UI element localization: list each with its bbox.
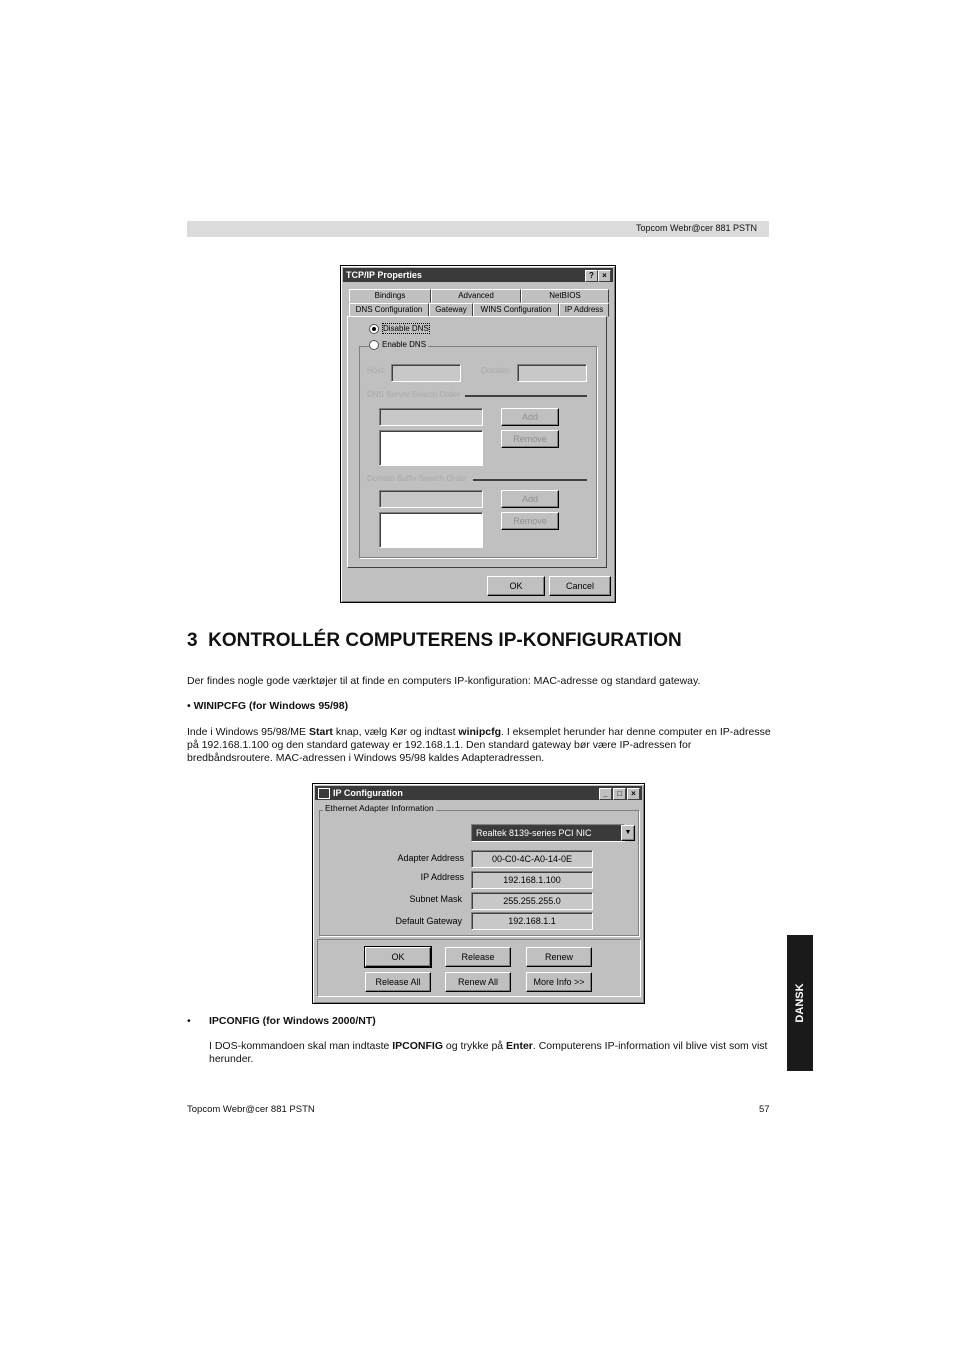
section-number: 3 (187, 630, 198, 651)
subnet-mask-value: 255.255.255.0 (471, 892, 593, 910)
dns-server-ip-field[interactable] (379, 408, 483, 426)
tcpip-properties-dialog (340, 265, 616, 603)
disable-dns-label: Disable DNS (383, 324, 429, 334)
domain-label: Domain: (481, 366, 511, 375)
cancel-button[interactable]: Cancel (549, 576, 611, 596)
tab-netbios[interactable]: NetBIOS (521, 289, 609, 303)
tab-gateway[interactable]: Gateway (429, 303, 473, 317)
bullet-marker: • (187, 1015, 191, 1027)
footer-page-number: 57 (759, 1104, 770, 1115)
ok-button[interactable]: OK (365, 947, 431, 967)
separator-line (473, 479, 587, 481)
disable-dns-radio[interactable] (369, 324, 430, 334)
adapter-info-label: Ethernet Adapter Information (325, 803, 434, 813)
section-title: KONTROLLÉR COMPUTERENS IP-KONFIGURATION (208, 630, 682, 651)
domain-suffix-label: Domain Suffix Search Order (367, 474, 467, 483)
ok-button[interactable]: OK (487, 576, 545, 596)
language-side-tab (787, 935, 813, 1071)
intro-paragraph: Der findes nogle gode værktøjer til at finde en computers IP-konfiguration: MAC-adresse og standard gateway. (187, 675, 701, 687)
default-gateway-label: Default Gateway (395, 916, 462, 926)
ip-configuration-dialog (312, 783, 645, 1004)
tab-advanced[interactable]: Advanced (431, 289, 521, 303)
help-button[interactable]: ? (585, 270, 598, 282)
dns-add-button[interactable]: Add (501, 408, 559, 426)
tab-dns-configuration[interactable]: DNS Configuration (349, 303, 429, 316)
tcpip-title: TCP/IP Properties (346, 270, 422, 280)
dropdown-arrow-icon[interactable]: ▼ (621, 825, 635, 841)
winipcfg-bullet: • WINIPCFG (for Windows 95/98) (187, 700, 349, 712)
radio-empty-icon (369, 340, 379, 350)
separator-line (465, 395, 587, 397)
renew-button[interactable]: Renew (526, 947, 592, 967)
tab-wins-configuration[interactable]: WINS Configuration (473, 303, 559, 317)
dns-server-list[interactable] (379, 430, 483, 466)
ip-address-label: IP Address (420, 872, 464, 882)
enable-dns-label: Enable DNS (382, 340, 427, 350)
header-bar (187, 221, 769, 237)
ipconfig-paragraph: I DOS-kommandoen skal man indtaste IPCONFIG og trykke på Enter. Computerens IP-information vil blive vist som vist herunder. (209, 1040, 768, 1065)
suffix-list[interactable] (379, 512, 483, 548)
release-button[interactable]: Release (445, 947, 511, 967)
header-product: Topcom Webr@cer 881 PSTN (635, 223, 757, 233)
winipcfg-paragraph: Inde i Windows 95/98/ME Start knap, vælg Kør og indtast winipcfg. I eksemplet herunder har denne computer en IP-adresse på 192.168.1.100 og den standard gateway er 192.168.1.1. Den standard gateway bør være IP-adressen for bredbåndsroutere. MAC-adressen i Windows 95/98 kaldes Adapteradressen. (187, 726, 771, 764)
host-label: Host: (367, 366, 386, 375)
default-gateway-value: 192.168.1.1 (471, 912, 593, 930)
adapter-address-value: 00-C0-4C-A0-14-0E (471, 850, 593, 868)
domain-field[interactable] (517, 364, 587, 382)
radio-selected-icon (369, 324, 379, 334)
tab-bindings[interactable]: Bindings (349, 289, 431, 303)
renew-all-button[interactable]: Renew All (445, 972, 511, 992)
section-heading (187, 630, 682, 652)
tab-ip-address[interactable]: IP Address (559, 303, 609, 317)
release-all-button[interactable]: Release All (365, 972, 431, 992)
more-info-button[interactable]: More Info >> (526, 972, 592, 992)
suffix-add-button[interactable]: Add (501, 490, 559, 508)
ipconfig-bullet: IPCONFIG (for Windows 2000/NT) (209, 1015, 376, 1027)
maximize-button[interactable]: □ (613, 788, 626, 800)
close-button[interactable]: × (627, 788, 640, 800)
enable-dns-radio[interactable] (369, 340, 428, 350)
suffix-field[interactable] (379, 490, 483, 508)
adapter-address-label: Adapter Address (397, 853, 464, 863)
close-button[interactable]: × (598, 270, 611, 282)
side-tab-label: DANSK (794, 983, 806, 1023)
subnet-mask-label: Subnet Mask (409, 894, 462, 904)
suffix-remove-button[interactable]: Remove (501, 512, 559, 530)
dns-search-order-label: DNS Server Search Order (367, 390, 460, 399)
ip-address-value: 192.168.1.100 (471, 871, 593, 889)
host-field[interactable] (391, 364, 461, 382)
adapter-select[interactable]: Realtek 8139-series PCI NIC (471, 824, 625, 842)
dns-remove-button[interactable]: Remove (501, 430, 559, 448)
minimize-button[interactable]: _ (599, 788, 612, 800)
tcpip-titlebar (343, 268, 613, 282)
ip-config-titlebar (315, 786, 642, 800)
network-icon (318, 788, 330, 799)
ip-config-title: IP Configuration (333, 788, 403, 798)
footer-product: Topcom Webr@cer 881 PSTN (187, 1104, 315, 1115)
